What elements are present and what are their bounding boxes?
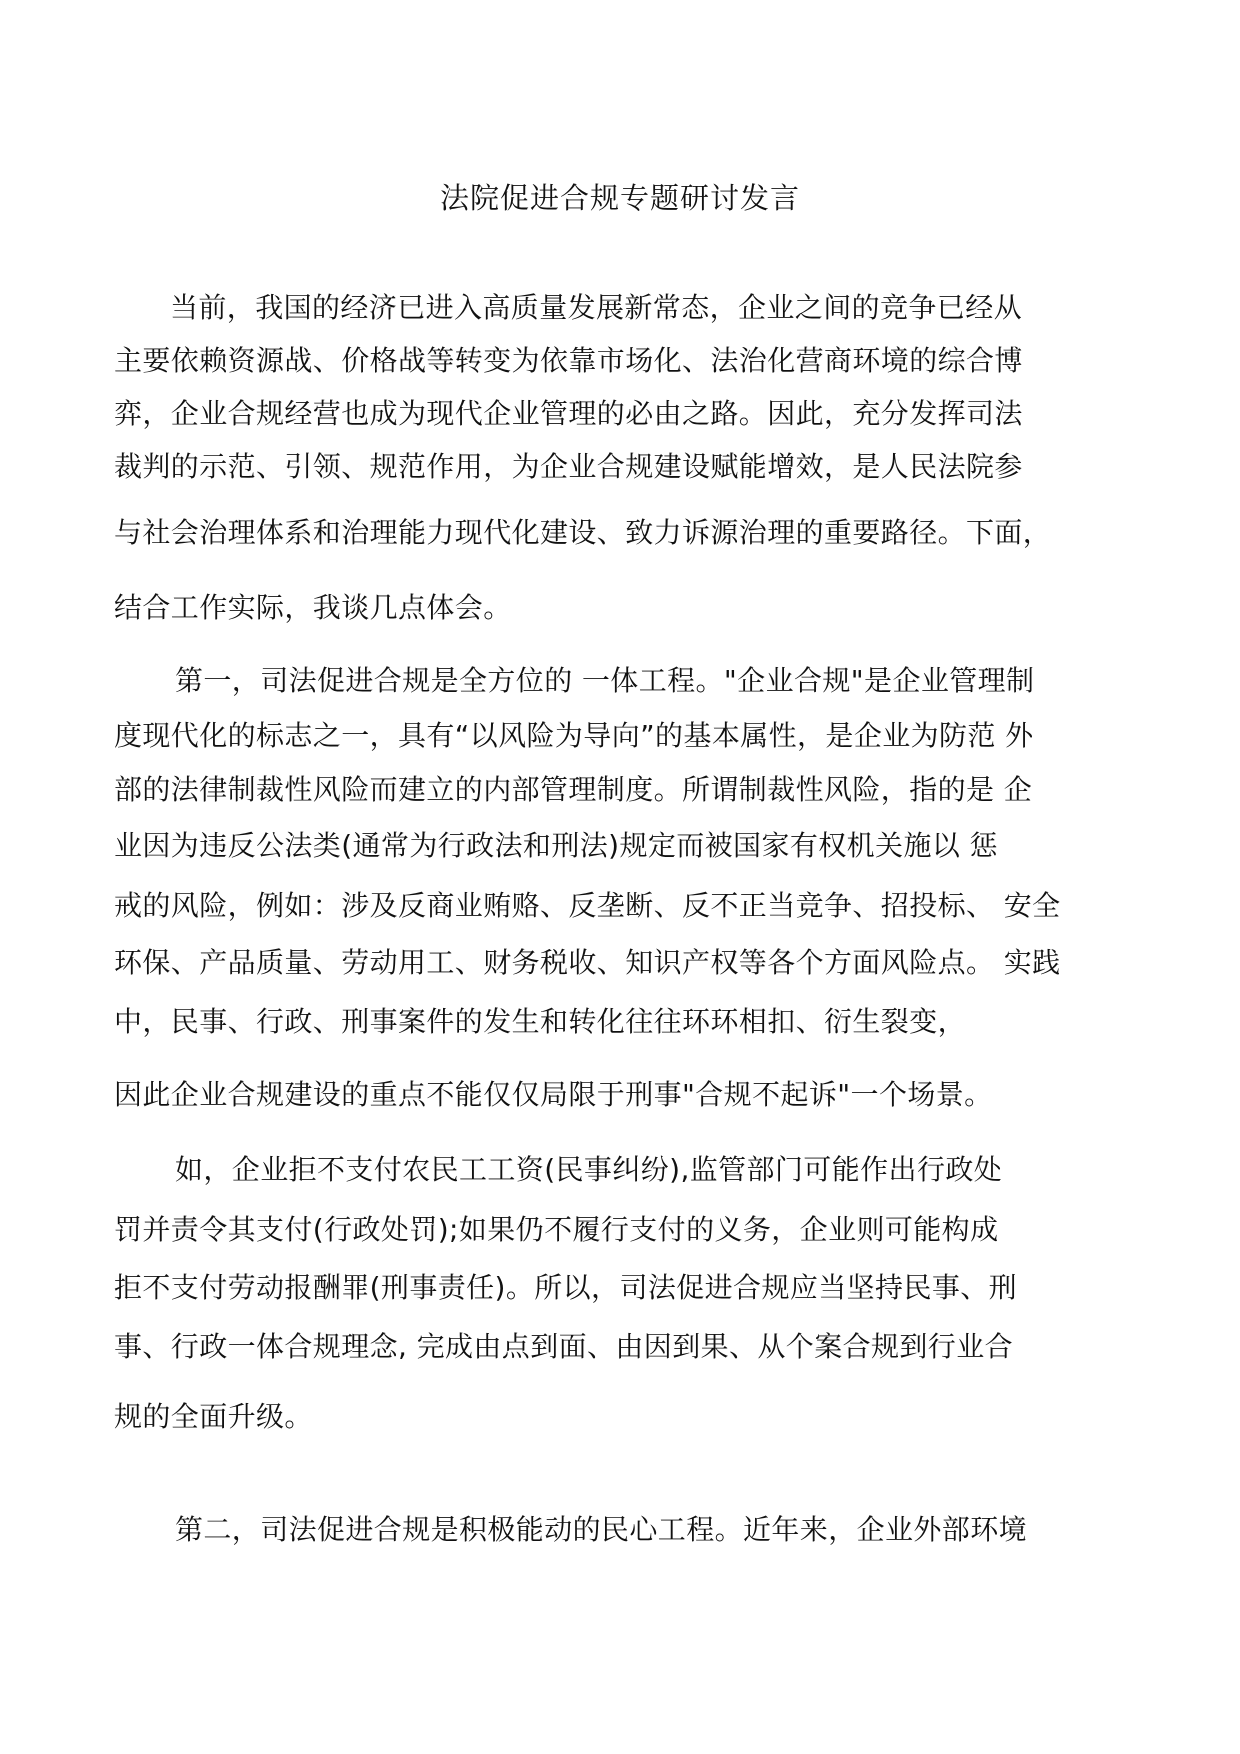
body-line: 主要依赖资源战、价格战等转变为依靠市场化、法治化营商环境的综合博 (114, 344, 1023, 377)
body-line: 裁判的示范、引领、规范作用，为企业合规建设赋能增效，是人民法院参 (114, 450, 1023, 483)
body-line: 中，民事、行政、刑事案件的发生和转化往往环环相扣、衍生裂变， (114, 1005, 967, 1038)
body-line: 戒的风险，例如：涉及反商业贿赂、反垄断、反不正当竞争、招投标、 安全 (114, 889, 1061, 922)
body-line: 部的法律制裁性风险而建立的内部管理制度。所谓制裁性风险，指的是 企 (114, 773, 1033, 806)
body-line: 第一，司法促进合规是全方位的 一体工程。"企业合规"是企业管理制 (175, 664, 1035, 697)
body-line: 度现代化的标志之一，具有“以风险为导向”的基本属性，是企业为防范 外 (114, 719, 1034, 752)
body-line: 与社会治理体系和治理能力现代化建设、致力诉源治理的重要路径。下面， (114, 516, 1052, 549)
body-line: 拒不支付劳动报酬罪(刑事责任)。所以，司法促进合规应当坚持民事、刑 (114, 1271, 1018, 1304)
body-line: 结合工作实际，我谈几点体会。 (114, 591, 512, 624)
body-line: 因此企业合规建设的重点不能仅仅局限于刑事"合规不起诉"一个场景。 (114, 1078, 993, 1111)
page-title: 法院促进合规专题研讨发言 (439, 181, 800, 215)
body-line: 第二，司法促进合规是积极能动的民心工程。近年来，企业外部环境 (175, 1513, 1028, 1546)
body-line: 罚并责令其支付(行政处罚);如果仍不履行支付的义务，企业则可能构成 (114, 1213, 999, 1246)
body-line: 如，企业拒不支付农民工工资(民事纠纷),监管部门可能作出行政处 (175, 1153, 1003, 1186)
body-line: 事、行政一体合规理念, 完成由点到面、由因到果、从个案合规到行业合 (114, 1330, 1014, 1363)
body-line: 当前，我国的经济已进入高质量发展新常态，企业之间的竞争已经从 (170, 291, 1023, 324)
body-line: 规的全面升级。 (114, 1400, 313, 1433)
body-line: 业因为违反公法类(通常为行政法和刑法)规定而被国家有权机关施以 惩 (114, 829, 998, 862)
body-line: 弈，企业合规经营也成为现代企业管理的必由之路。因此，充分发挥司法 (114, 397, 1023, 430)
body-line: 环保、产品质量、劳动用工、财务税收、知识产权等各个方面风险点。 实践 (114, 946, 1061, 979)
